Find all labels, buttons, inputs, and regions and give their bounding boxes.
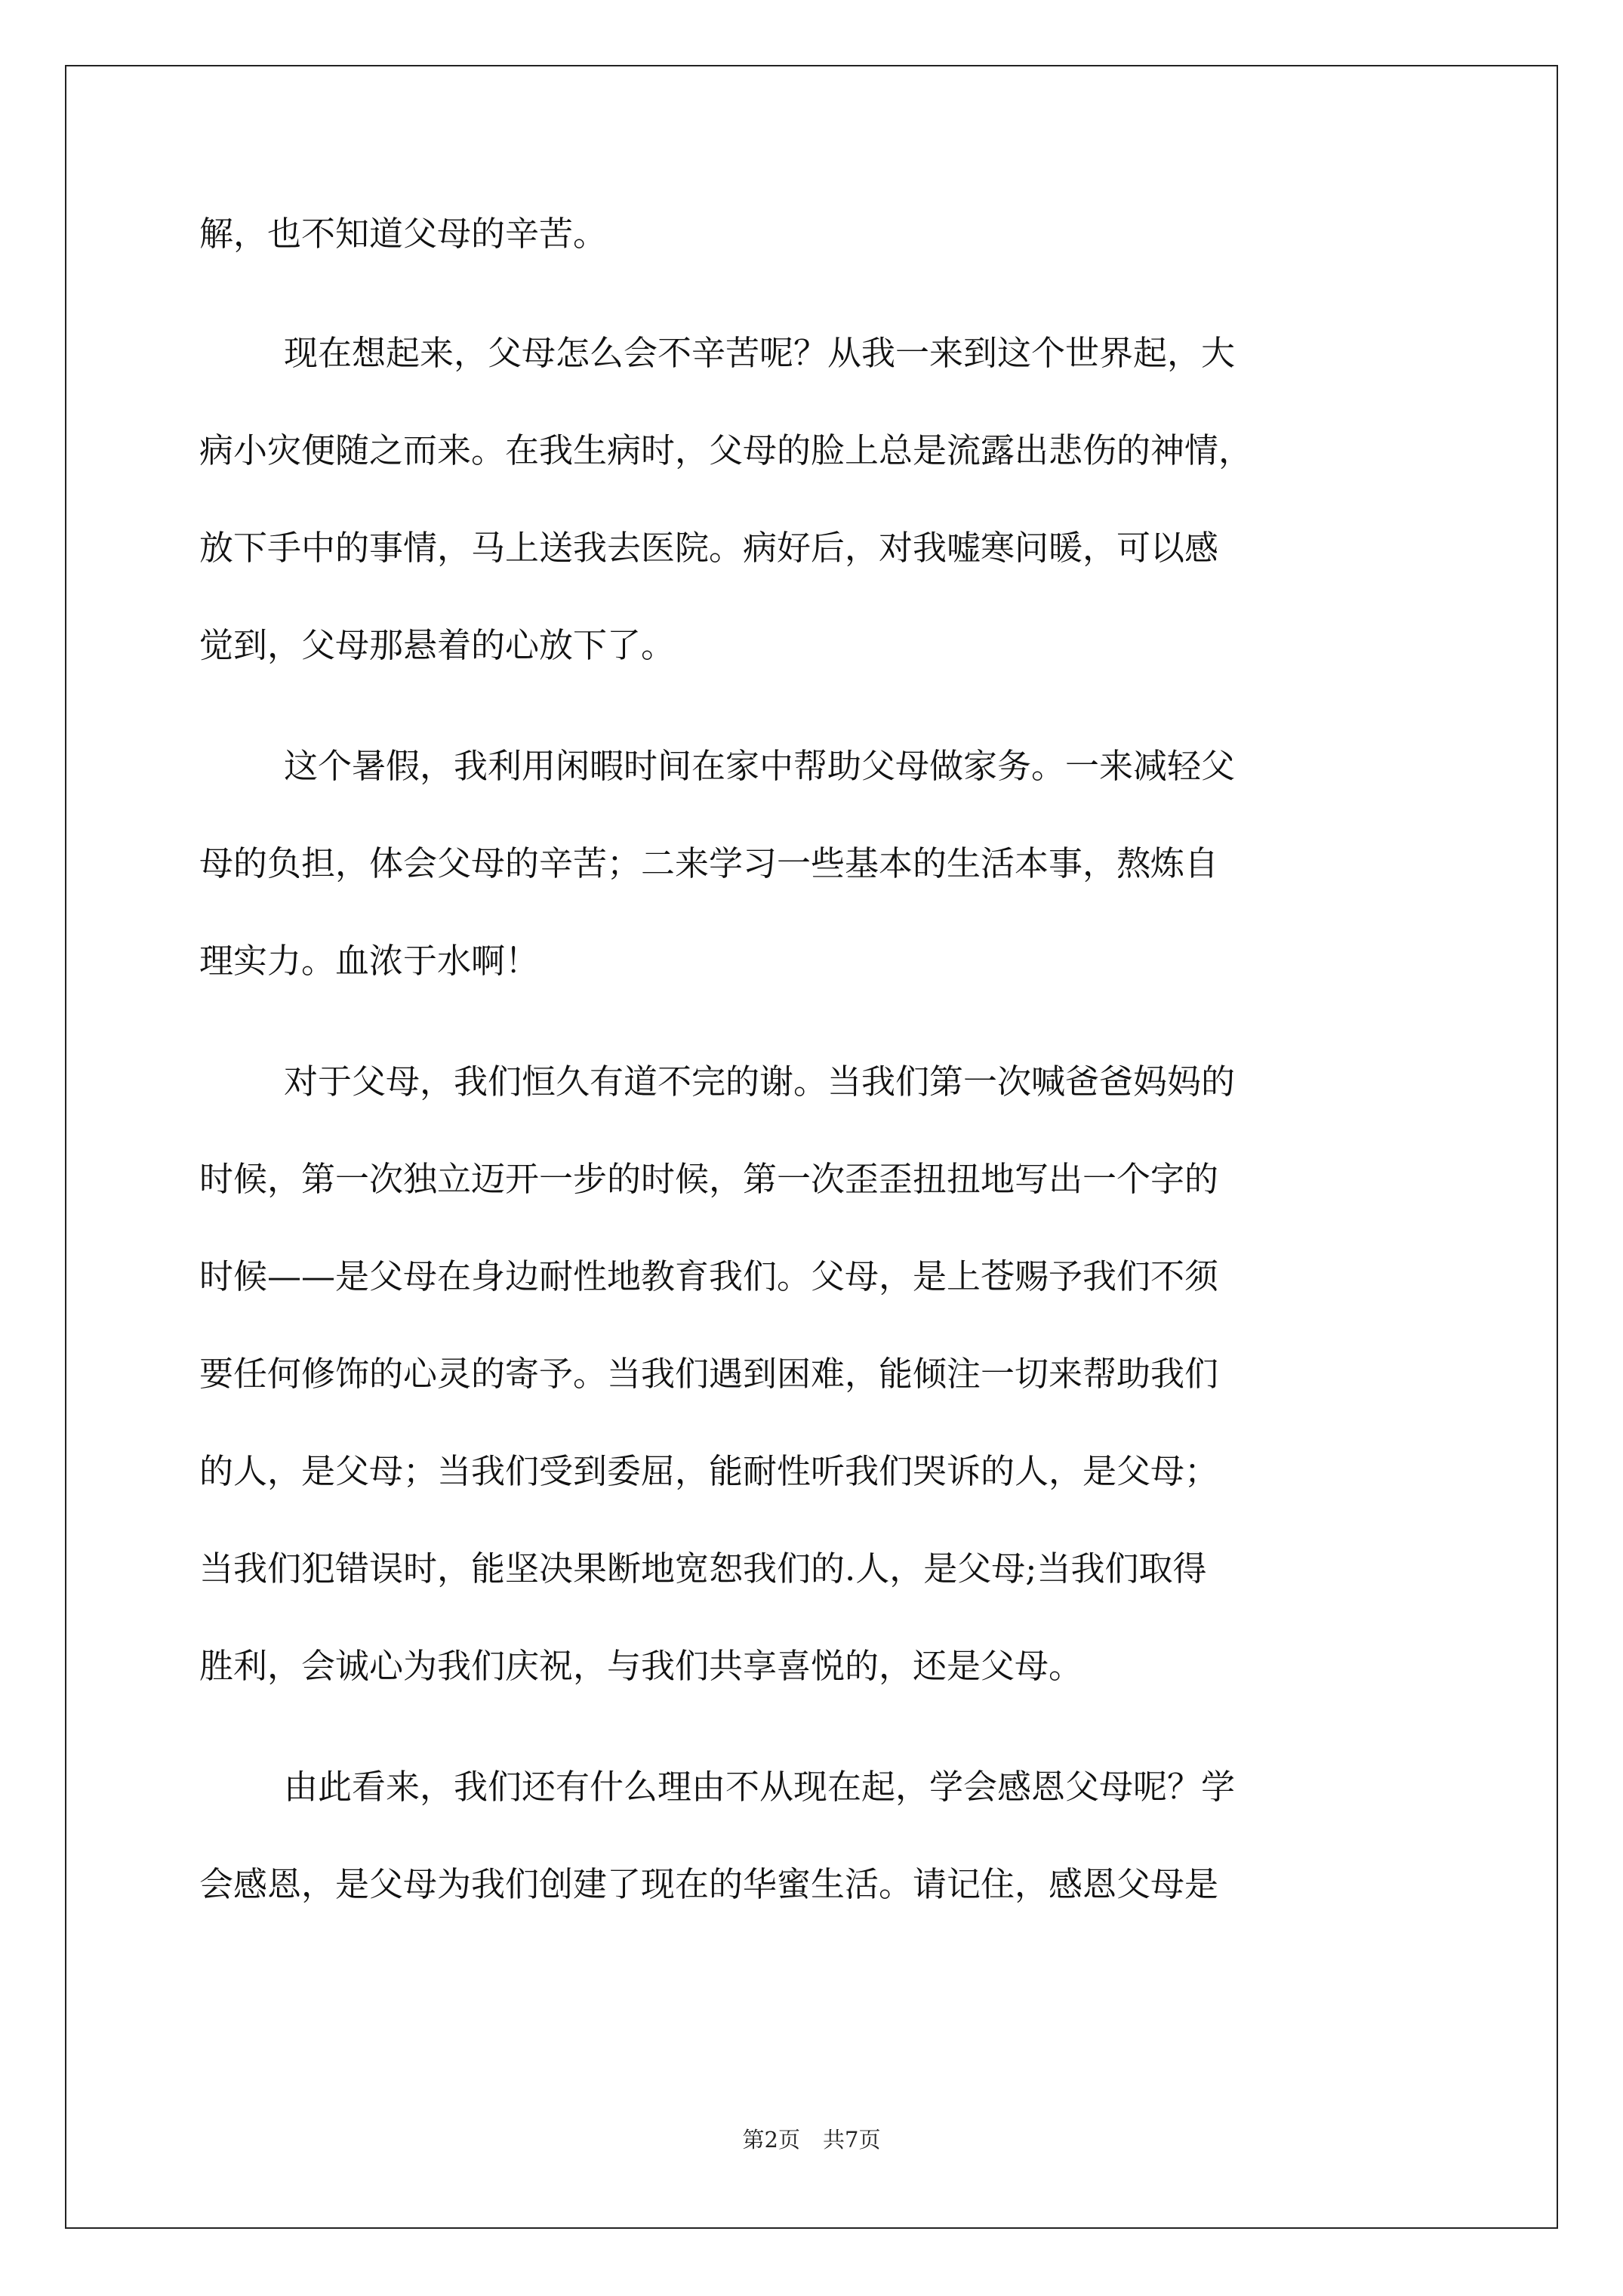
text-line: 母的负担，体会父母的辛苦；二来学习一些基本的生活本事，熬炼自 <box>199 843 1219 883</box>
text-line: 当我们犯错误时，能坚决果断地宽恕我们的.人，是父母;当我们取得 <box>199 1549 1207 1589</box>
paragraph-start-line: 现在想起来，父母怎么会不辛苦呢？从我一来到这个世界起，大 <box>284 333 1236 373</box>
text-line: 会感恩，是父母为我们创建了现在的华蜜生活。请记住，感恩父母是 <box>199 1864 1219 1904</box>
text-line: 觉到，父母那悬着的心放下了。 <box>199 625 676 665</box>
page-number-total: 共7页 <box>823 2127 881 2153</box>
text-line: 的人，是父母；当我们受到委屈，能耐性听我们哭诉的人，是父母； <box>199 1451 1219 1491</box>
text-line: 要任何修饰的心灵的寄予。当我们遇到困难，能倾注一切来帮助我们 <box>199 1354 1219 1394</box>
text-line: 理实力。血浓于水啊！ <box>199 941 540 981</box>
text-line: 时候，第一次独立迈开一步的时候，第一次歪歪扭扭地写出一个字的 <box>199 1159 1219 1199</box>
text-line: 胜利，会诚心为我们庆祝，与我们共享喜悦的，还是父母。 <box>199 1646 1083 1686</box>
paragraph-start-line: 由此看来，我们还有什么理由不从现在起，学会感恩父母呢？学 <box>284 1767 1236 1807</box>
paragraph-start-line: 这个暑假，我利用闲暇时间在家中帮助父母做家务。一来减轻父 <box>284 746 1236 786</box>
text-line: 解，也不知道父母的辛苦。 <box>199 214 608 254</box>
page-number-current: 第2页 <box>742 2127 800 2153</box>
paragraph-start-line: 对于父母，我们恒久有道不完的谢。当我们第一次喊爸爸妈妈的 <box>284 1062 1236 1102</box>
text-line: 病小灾便随之而来。在我生病时，父母的脸上总是流露出悲伤的神情， <box>199 430 1253 470</box>
page-footer <box>0 2123 1623 2154</box>
text-line: 时候——是父母在身边耐性地教育我们。父母，是上苍赐予我们不须 <box>199 1256 1219 1296</box>
text-line: 放下手中的事情，马上送我去医院。病好后，对我嘘寒问暖，可以感 <box>199 528 1219 568</box>
